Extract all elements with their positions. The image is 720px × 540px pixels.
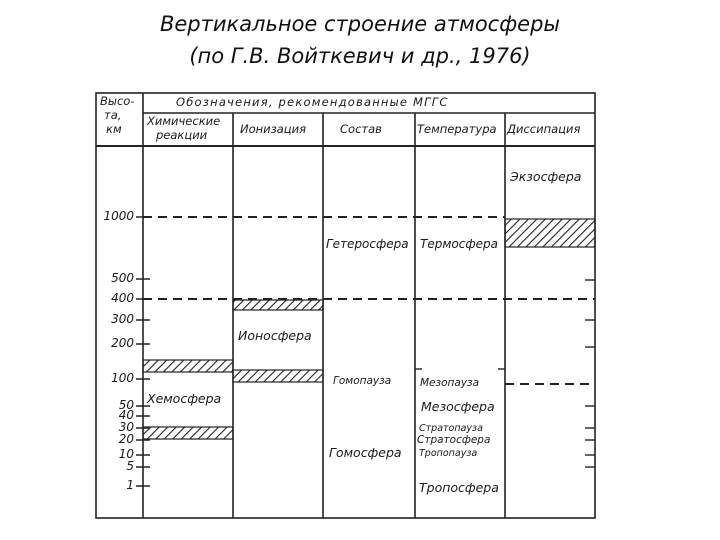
slide-subtitle: (по Г.В. Войткевич и др., 1976) bbox=[189, 44, 531, 68]
heterosphere-label: Гетеросфера bbox=[326, 237, 409, 251]
header-ionization: Ионизация bbox=[240, 122, 307, 136]
chemosphere-label: Хемосфера bbox=[147, 391, 222, 406]
header-chemical-line1: Химические bbox=[147, 114, 221, 128]
altitude-label: 1000 bbox=[103, 209, 134, 223]
altitude-label: 10 bbox=[118, 447, 134, 461]
altitude-label: 30 bbox=[118, 420, 134, 434]
exobase-hatched-band bbox=[505, 219, 595, 247]
header-height-line2: та, bbox=[104, 108, 122, 122]
altitude-label: 40 bbox=[118, 408, 134, 422]
chemosphere-top-hatched-band bbox=[143, 360, 233, 372]
header-height-line3: км bbox=[106, 122, 122, 136]
tropopause-label: Тропопауза bbox=[419, 448, 478, 459]
mesosphere-label: Мезосфера bbox=[421, 399, 495, 414]
exosphere-label: Экзосфера bbox=[510, 169, 582, 184]
altitude-label: 20 bbox=[118, 432, 134, 446]
altitude-label: 50 bbox=[118, 398, 134, 412]
altitude-label: 1 bbox=[126, 478, 134, 492]
ionosphere-top-hatched-band bbox=[233, 300, 323, 310]
header-designations: Обозначения, рекомендованные МГГС bbox=[176, 95, 449, 109]
altitude-label: 200 bbox=[111, 336, 134, 350]
altitude-label: 100 bbox=[111, 371, 134, 385]
stratosphere-label: Стратосфера bbox=[417, 434, 491, 446]
thermosphere-label: Термосфера bbox=[420, 237, 498, 251]
altitude-label: 400 bbox=[111, 291, 134, 305]
mesopause-label: Мезопауза bbox=[420, 377, 480, 389]
header-chemical-line2: реакции bbox=[156, 128, 208, 142]
ionosphere-label: Ионосфера bbox=[238, 328, 312, 343]
troposphere-label: Тропосфера bbox=[419, 480, 499, 495]
altitude-label: 300 bbox=[111, 312, 134, 326]
homosphere-label: Гомосфера bbox=[329, 445, 402, 460]
altitude-label: 500 bbox=[111, 271, 134, 285]
chemosphere-bottom-hatched-band bbox=[143, 427, 233, 439]
header-temperature: Температура bbox=[417, 122, 497, 136]
header-composition: Состав bbox=[340, 122, 382, 136]
stratopause-label: Стратопауза bbox=[419, 423, 483, 434]
header-dissipation: Диссипация bbox=[507, 122, 581, 136]
header-height-line1: Высо- bbox=[100, 94, 135, 108]
homopause-label: Гомопауза bbox=[333, 375, 392, 387]
ionosphere-bottom-hatched-band bbox=[233, 370, 323, 382]
altitude-label: 5 bbox=[126, 459, 134, 473]
slide-title: Вертикальное строение атмосферы bbox=[159, 12, 561, 36]
